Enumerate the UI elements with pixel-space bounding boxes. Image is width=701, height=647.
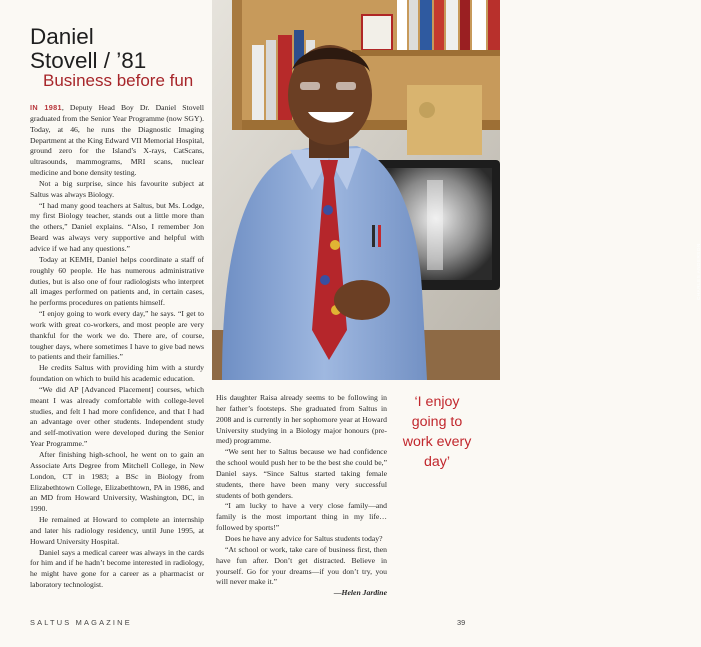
- article-column-2: [216, 393, 387, 599]
- title-line-1: Daniel: [30, 24, 94, 49]
- paragraph: [30, 450, 204, 515]
- paragraph: “We sent her to Saltus because we had confidence the school would push her to be the best she could be,” Daniel says. “Since Saltus started taking female students, there have been many very successful students of both genders.: [216, 447, 387, 500]
- paragraph: “At school or work, take care of business first, then have fun after. Don’t get distracted. Believe in yourself. Go for your dreams—if you don’t try, you will never make it.”: [216, 544, 387, 587]
- paragraph-text: After finishing high-school, he went on to gain an Associate Arts Degree from Mitchell College, in New London, CT in 1983; a BSc in Biology from Elizabethtown College, Elizabethtown, PA in 1986, and an MD from Howard University, Washington, DC, in 1990.: [30, 450, 204, 514]
- page-subtitle: Business before fun: [43, 71, 194, 90]
- photo-credit: CHARLES ANDERSON: [696, 243, 701, 300]
- paragraph: Does he have any advice for Saltus students today?: [225, 533, 383, 543]
- paragraph-text: “I enjoy going to work every day,” he says. “I get to work with great co-workers, and most people are very thankful for the work we do. There are, of course, tougher days, where sometimes I have to give bad news to patients and their families.”: [30, 309, 204, 362]
- paragraph-text: “I had many good teachers at Saltus, but Ms. Lodge, my first Biology teacher, stands out a little more than the others,” Daniel explains. “Also, I remember Jon Beard was always very supportive and helpful with advice if we had any questions.”: [30, 200, 204, 253]
- paragraph-text: “We did AP [Advanced Placement] courses, which meant I was already comfortable with college-level studies, and felt I had more confidence, and that I had an advantage over other students. Independent study and self-motivation were developed during the Senior Year Programme.”: [30, 384, 204, 449]
- title-line-2: Stovell / ’81: [30, 48, 147, 73]
- paragraph-text: Today at KEMH, Daniel helps coordinate a staff of roughly 60 people. He has numerous administrative duties, but is also one of four radiologists who interpret all images performed on patients and, in certain cases, he performs procedures on patients himself.: [30, 254, 204, 308]
- paragraph-text: , Deputy Head Boy Dr. Daniel Stovell graduated from the Senior Year Programme (now SGY). Today, at 46, he runs the Diagnostic Imaging Department at the King Edward VII Memorial Hospital, ground zero for the Island’s X-rays, CatScans, ultrasounds, mammograms, MRI scans, nuclear medicine and bone density testing.: [30, 103, 204, 178]
- pull-quote: ‘I enjoy going to work every day’: [402, 394, 472, 470]
- portrait-photo: [212, 0, 701, 380]
- paragraph-text: Daniel says a medical career was always in the cards for him and if he hadn’t become interested in radiology, he might have gone for a career as a pharmacist or laboratory technologist.: [30, 547, 204, 590]
- author-signature: —Helen Jardine: [333, 588, 387, 598]
- paragraph: [30, 309, 204, 363]
- page-number: 39: [457, 618, 466, 627]
- paragraph: [30, 363, 204, 385]
- paragraph: “I am lucky to have a very close family—and family is the most important thing in my life… followed by sports!”: [216, 501, 387, 533]
- paragraph-text: He remained at Howard to complete an internship and later his radiology residency, until June 1995, at Howard University Hospital.: [30, 515, 204, 546]
- paragraph: [30, 179, 204, 201]
- paragraph: [30, 515, 204, 548]
- paragraph-text: Not a big surprise, since his favourite subject at Saltus was always Biology.: [30, 178, 204, 199]
- paragraph: [30, 255, 204, 309]
- paragraph: [30, 103, 204, 179]
- paragraph-text: He credits Saltus with providing him with a sturdy foundation on which to build his academic education.: [30, 363, 204, 384]
- article-column-1: [30, 103, 204, 591]
- lead-in: IN 1981: [30, 103, 62, 112]
- paragraph: [30, 548, 204, 591]
- magazine-name: SALTUS MAGAZINE: [30, 618, 132, 627]
- paragraph: [30, 385, 204, 450]
- paragraph: His daughter Raisa already seems to be following in her father’s footsteps. She graduated from Saltus in 2008 and is currently in her sophomore year at Howard University studying in a Biology major honours (pre-med) programme.: [216, 393, 387, 446]
- page-title: [30, 25, 146, 73]
- paragraph: [30, 201, 204, 255]
